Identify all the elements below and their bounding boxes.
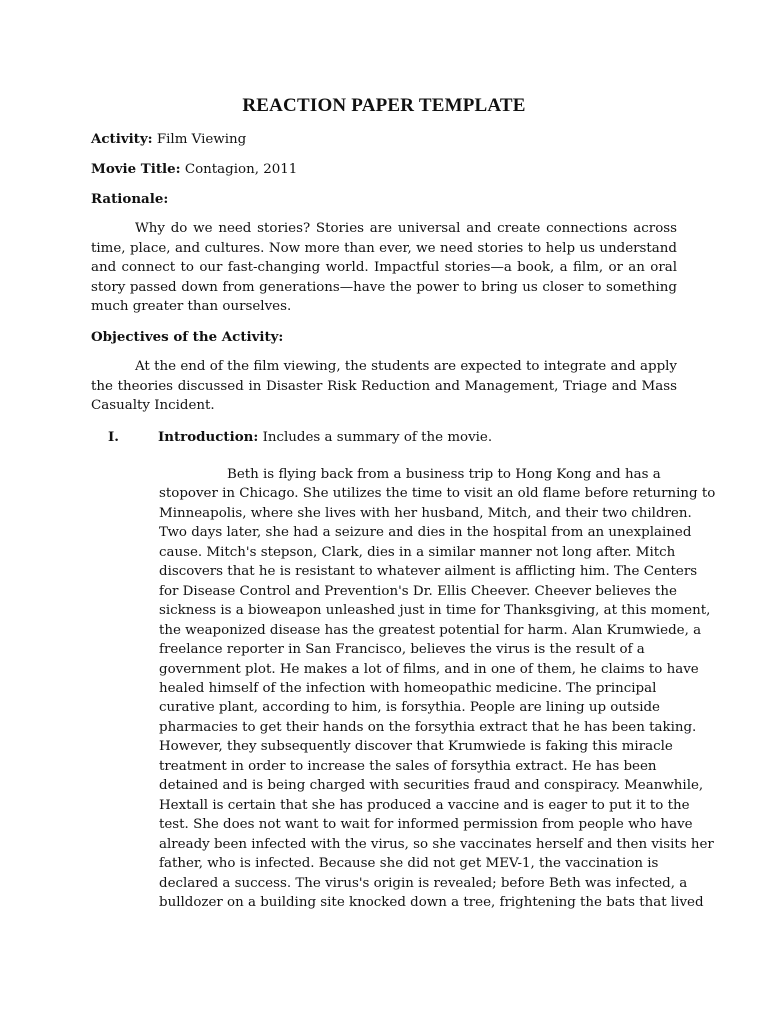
summary-line: cause. Mitch's stepson, Clark, dies in a similar manner not long after. Mitch — [159, 544, 676, 560]
summary-line: However, they subsequently discover that Krumwiede is faking this miracle — [159, 739, 673, 755]
movie-title-value: Contagion, 2011 — [184, 162, 298, 177]
summary-line: stopover in Chicago. She utilizes the time to visit an old flame before returning to — [159, 486, 716, 502]
document-title: REACTION PAPER TEMPLATE — [242, 95, 526, 116]
objectives-paragraph — [91, 357, 677, 416]
activity-label: Activity: — [91, 131, 153, 147]
summary-line: the weaponized disease has the greatest potential for harm. Alan Krumwiede, a — [159, 622, 702, 638]
introduction-heading — [108, 428, 492, 447]
summary-line: detained and is being charged with securities fraud and conspiracy. Meanwhile, — [159, 778, 704, 794]
summary-line: pharmacies to get their hands on the forsythia extract that he has been taking. — [159, 719, 697, 735]
summary-line: government plot. He makes a lot of films, and in one of them, he claims to have — [159, 661, 699, 677]
section-number: I. — [108, 429, 119, 445]
summary-line: Two days later, she had a seizure and dies in the hospital from an unexplained — [159, 525, 692, 541]
summary-line: Hextall is certain that she has produced a vaccine and is eager to put it to the — [159, 797, 690, 813]
objectives-text: At the end of the film viewing, the students are expected to integrate and apply the theories discussed in Disaster Risk Reduction and Management, Triage and Mass Casualty Incident. — [91, 359, 677, 414]
movie-summary — [159, 465, 716, 912]
summary-line: father, who is infected. Because she did not get MEV-1, the vaccination is — [159, 856, 659, 872]
movie-title-field — [91, 160, 297, 179]
rationale-text: Why do we need stories? Stories are universal and create connections across time, place, and cultures. Now more than ever, we need stories to help us understand and connect to our fast-changing world. Impactful stories—a book, a film, or an oral story passed down from generations—have the power to bring us closer to something much greater than ourselves. — [91, 221, 677, 315]
summary-line: freelance reporter in San Francisco, believes the virus is the result of a — [159, 642, 645, 658]
introduction-label: Introduction: — [158, 429, 259, 445]
activity-field — [91, 130, 246, 149]
summary-line: Minneapolis, where she lives with her husband, Mitch, and their two children. — [159, 505, 692, 521]
summary-line: discovers that he is resistant to whatever ailment is afflicting him. The Centers — [159, 564, 698, 580]
summary-line: test. She does not want to wait for informed permission from people who have — [159, 817, 693, 833]
summary-line: curative plant, according to him, is forsythia. People are lining up outside — [159, 700, 660, 716]
activity-value: Film Viewing — [156, 132, 247, 147]
summary-line: Beth is flying back from a business trip to Hong Kong and has a — [227, 467, 661, 482]
summary-line: declared a success. The virus's origin is revealed; before Beth was infected, a — [159, 875, 688, 891]
objectives-heading: Objectives of the Activity: — [91, 329, 284, 345]
summary-line: treatment in order to increase the sales of forsythia extract. He has been — [159, 758, 657, 774]
summary-line: sickness is a bioweapon unleashed just in time for Thanksgiving, at this moment, — [159, 603, 711, 619]
summary-line: bulldozer on a building site knocked down a tree, frightening the bats that lived — [159, 894, 704, 910]
rationale-paragraph — [91, 219, 677, 317]
summary-line: healed himself of the infection with homeopathic medicine. The principal — [159, 680, 657, 696]
summary-line: already been infected with the virus, so she vaccinates herself and then visits her — [159, 836, 714, 852]
introduction-description: Includes a summary of the movie. — [262, 430, 493, 445]
rationale-heading: Rationale: — [91, 191, 169, 207]
summary-line: for Disease Control and Prevention's Dr. Ellis Cheever. Cheever believes the — [159, 583, 677, 599]
movie-title-label: Movie Title: — [91, 161, 181, 177]
